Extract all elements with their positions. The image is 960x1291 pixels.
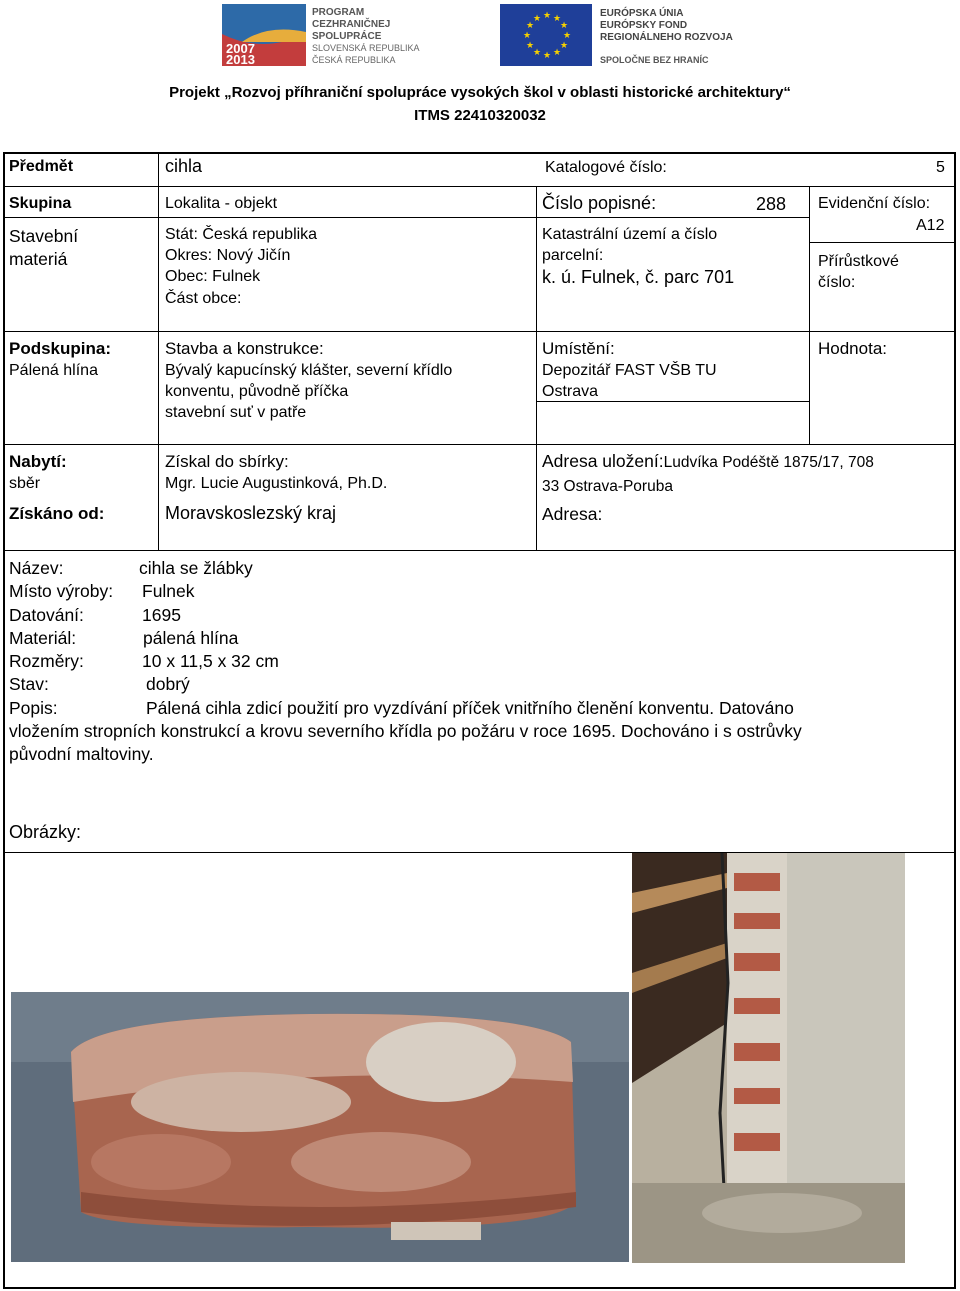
svg-text:REGIONÁLNEHO ROZVOJA: REGIONÁLNEHO ROZVOJA	[600, 32, 733, 43]
svg-text:ČESKÁ REPUBLIKA: ČESKÁ REPUBLIKA	[312, 55, 396, 65]
prirustkove-label-2: číslo:	[818, 274, 856, 291]
svg-text:★: ★	[543, 11, 552, 21]
svg-text:EURÓPSKY FOND: EURÓPSKY FOND	[600, 20, 688, 31]
rule	[158, 152, 159, 550]
ziskano-label: Získáno od:	[9, 504, 105, 523]
logo-year-1: 2007	[226, 41, 255, 56]
svg-text:★: ★	[526, 41, 535, 51]
rule	[3, 444, 956, 445]
umisteni-value-1: Depozitář FAST VŠB TU	[542, 362, 717, 379]
prirustkove-label: Přírůstkové	[818, 253, 899, 270]
stat-value: Stát: Česká republika	[165, 226, 318, 243]
predmet-value: cihla	[165, 156, 203, 176]
rule	[809, 242, 956, 243]
hodnota-label: Hodnota:	[818, 339, 887, 358]
ziskal-label: Získal do sbírky:	[165, 452, 289, 471]
predmet-label: Předmět	[9, 158, 74, 175]
svg-text:SPOLOČNE BEZ HRANÍC: SPOLOČNE BEZ HRANÍC	[600, 55, 709, 65]
rule	[3, 331, 956, 332]
images-label: Obrázky:	[9, 822, 82, 842]
skupina-label: Skupina	[9, 195, 72, 212]
svg-text:★: ★	[523, 31, 532, 41]
katastr-value: k. ú. Fulnek, č. parc 701	[542, 267, 735, 287]
lokalita-label: Lokalita - objekt	[165, 195, 278, 212]
adresa-label: Adresa:	[542, 504, 603, 524]
katalogove-label: Katalogové číslo:	[545, 159, 667, 176]
ziskal-value: Mgr. Lucie Augustinková, Ph.D.	[165, 475, 388, 492]
stavba-value-1: Bývalý kapucínský klášter, severní křídlo	[165, 362, 453, 379]
object-description: Název: cihla se žlábky Místo výroby: Fulnek Datování: 1695 Materiál: pálená hlína Rozměry: 10 x 11,5 x 32 cm Stav: dobrý Popis: Pálená cihla zdicí použití pro vyzdívání příček vnitřního členění konventu. Datováno vložením stropních konstrukcí a krovu severního křídla po požáru v roce 1695. Dochováno i s ostrůvky původní maltoviny.	[9, 558, 802, 765]
podskupina-value: Pálená hlína	[9, 362, 98, 379]
skupina-value: Stavební materiá	[9, 226, 79, 269]
svg-text:CEZHRANIČNEJ: CEZHRANIČNEJ	[312, 19, 391, 30]
cislo-popisne-label: Číslo popisné:	[542, 193, 657, 213]
rule	[536, 186, 537, 550]
svg-text:★: ★	[560, 21, 569, 31]
rule	[809, 186, 810, 444]
svg-text:★: ★	[553, 48, 562, 58]
svg-text:★: ★	[533, 14, 542, 24]
svg-text:★: ★	[526, 21, 535, 31]
nabyti-label: Nabytí:	[9, 452, 67, 471]
logo-year-2: 2013	[226, 52, 255, 66]
svg-text:★: ★	[563, 31, 572, 41]
obec-value: Obec: Fulnek	[165, 268, 261, 285]
stavba-value-3: stavební suť v patře	[165, 404, 307, 421]
ziskano-value: Moravskoslezský kraj	[165, 503, 337, 523]
katastr-label: Katastrální území a číslo	[542, 226, 718, 243]
cast-obce-label: Část obce:	[165, 290, 242, 307]
eu-logo	[500, 4, 762, 66]
rule	[3, 550, 956, 551]
katastr-label-2: parcelní:	[542, 247, 604, 264]
project-title: Projekt „Rozvoj příhraniční spolupráce vysokých škol v oblasti historické architektury“	[169, 84, 791, 101]
umisteni-value-2: Ostrava	[542, 383, 599, 400]
svg-text:★: ★	[560, 41, 569, 51]
stavba-label: Stavba a konstrukce:	[165, 339, 324, 358]
evidencni-label: Evidenční číslo:	[818, 195, 931, 212]
katalogove-value: 5	[936, 159, 945, 176]
svg-text:★: ★	[543, 51, 552, 61]
svg-text:EURÓPSKA ÚNIA: EURÓPSKA ÚNIA	[600, 8, 684, 19]
podskupina-label: Podskupina:	[9, 339, 112, 358]
adresa-ulozeni: Adresa uložení:Ludvíka Podéště 1875/17, 708	[542, 451, 874, 471]
wall-detail-photo	[632, 853, 905, 1263]
svg-text:★: ★	[533, 48, 542, 58]
stavba-value-2: konventu, původně příčka	[165, 383, 349, 400]
svg-text:SPOLUPRÁCE: SPOLUPRÁCE	[312, 31, 382, 42]
evidencni-value: A12	[916, 217, 945, 234]
svg-text:PROGRAM: PROGRAM	[312, 7, 365, 18]
adresa-ulozeni-value-2: 33 Ostrava-Poruba	[542, 478, 673, 495]
program-logo	[222, 4, 462, 66]
itms-code: ITMS 22410320032	[414, 107, 546, 124]
svg-text:SLOVENSKÁ REPUBLIKA: SLOVENSKÁ REPUBLIKA	[312, 43, 420, 53]
cislo-popisne-value: 288	[756, 194, 787, 214]
okres-value: Okres: Nový Jičín	[165, 247, 291, 264]
nabyti-value: sběr	[9, 475, 41, 492]
brick-photo	[11, 992, 629, 1262]
rule	[3, 217, 809, 218]
rule	[3, 186, 956, 187]
umisteni-label: Umístění:	[542, 339, 615, 358]
svg-text:★: ★	[553, 14, 562, 24]
